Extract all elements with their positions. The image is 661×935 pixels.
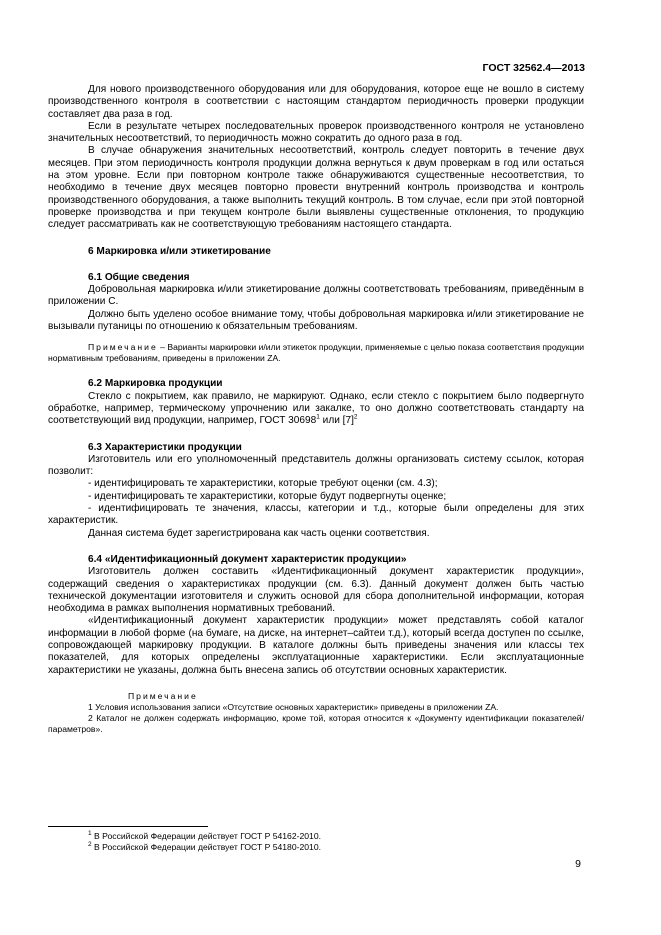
paragraph: Данная система будет зарегистрирована как часть оценки соответствия. [88,527,430,539]
note [48,342,584,364]
footnote: $^2$ В Российской Федерации действует ГОСТ Р 54180-2010. [88,841,321,852]
footnotes [48,831,588,853]
paragraph: Если в результате четырех последовательных проверок производственного контроля не установлено значительных несоответствий, то периодичность можно сократить до одного раза в год. [48,120,584,145]
paragraph: «Идентификационный документ характеристик продукции» может представлять собой каталог информации в любой форме (на бумаге, на диске, на интернет–сайтеи т.д.), который всегда доступен по ссылке, сопровождающей маркировку продукции. В каталоге должны быть приведены значения или классы тех показателей, для которых определены эксплуатационные характеристики. Если эксплуатационные характеристики не указаны, должна быть внесена запись об отсутствии основных характеристик. [48,615,584,676]
footnote-ref: 1 [316,413,320,421]
footnote-ref: 2 [353,413,358,421]
list-item: - идентифицировать те характеристики, которые будут подвергнуты оценке; [88,490,447,502]
section-heading-6-3: 6.3 Характеристики продукции [88,441,242,453]
paragraph: Изготовитель или его уполномоченный представитель должны организовать систему ссылок, которая позволит: [48,453,584,478]
note-item: 1 Условия использования записи «Отсутствие основных характеристик» приведены в приложении ZA. [88,701,499,712]
section-heading-6-4: 6.4 «Идентификационный документ характеристик продукции» [88,553,407,565]
footnote-separator [48,826,208,827]
page-number: 9 [575,858,581,870]
notes-label: Примечание [128,690,198,701]
document-id-header: ГОСТ 32562.4—2013 [482,62,585,74]
paragraph: Добровольная маркировка и/или этикетирование должны соответствовать требованиям, приведённым в приложении С. [48,284,584,308]
paragraph: Изготовитель должен составить «Идентификационный документ характеристик продукции», содержащий сведения о характеристиках продукции (см. 6.3). Данный документ должен быть частью технической документации изготовителя и служить основой для сбора дополнительной информации, которая необходима в рамках выполнения нормативных требований. [48,566,584,615]
note-label: Примечание [88,342,158,353]
paragraph: Стекло с покрытием, как правило, не маркируют. Однако, если стекло с покрытием было подвергнуто обработке, например, термическому упрочнению или закалке, то оно должно соответствовать стандарту на соответствующий вид продукции, например, ГОСТ 30698$^1$ или $[7]^2$ [48,390,584,427]
section-heading-6: 6 Маркировка и/или этикетирование [88,245,271,257]
section-heading-6-1: 6.1 Общие сведения [88,271,190,283]
page-body [48,84,584,735]
paragraph: В случае обнаружения значительных несоответствий, контроль следует повторить в течение двух месяцев. При этом периодичность контроля продукции должна вернуться к двум проверкам в год или остаться на этом уровне. Если при повторном контроле также обнаруживаются существенные несоответствия, то необходимо в течение двух месяцев повторно провести внутренний контроль производства и контроль производственного оборудования, а также выполнить текущий контроль. В том случае, если при этой повторной проверке производства и при текущем контроле были выявлены существенные отклонения, то продукцию следует рассматривать как не соответствующую требованиям настоящего стандарта. [48,145,584,231]
list-item: - идентифицировать те значения, классы, категории и т.д., которые были определены для этих характеристик. [48,503,584,527]
paragraph: Должно быть уделено особое внимание тому, чтобы добровольная маркировка и/или этикетирование не вызывали путаницы по отношению к обязательным требованиям. [48,308,584,333]
note-item: 2 Каталог не должен содержать информацию, кроме той, которая относится к «Документу идентификации показателей/параметров». [48,712,584,734]
footnote: $^1$ В Российской Федерации действует ГОСТ Р 54162-2010. [88,830,321,841]
section-heading-6-2: 6.2 Маркировка продукции [88,378,223,390]
note-text: – Варианты маркировки и/или этикеток продукции, применяемые с целью показа соответствия продукции нормативным требованиям, приведены в приложении ZA. [48,342,584,364]
list-item: - идентифицировать те характеристики, которые требуют оценки (см. 4.3); [88,478,438,490]
paragraph: Для нового производственного оборудования или для оборудования, которое еще не вошло в систему производственного контроля в соответствии с настоящим стандартом периодичность проверки продукции составляет два раза в год. [48,84,584,120]
